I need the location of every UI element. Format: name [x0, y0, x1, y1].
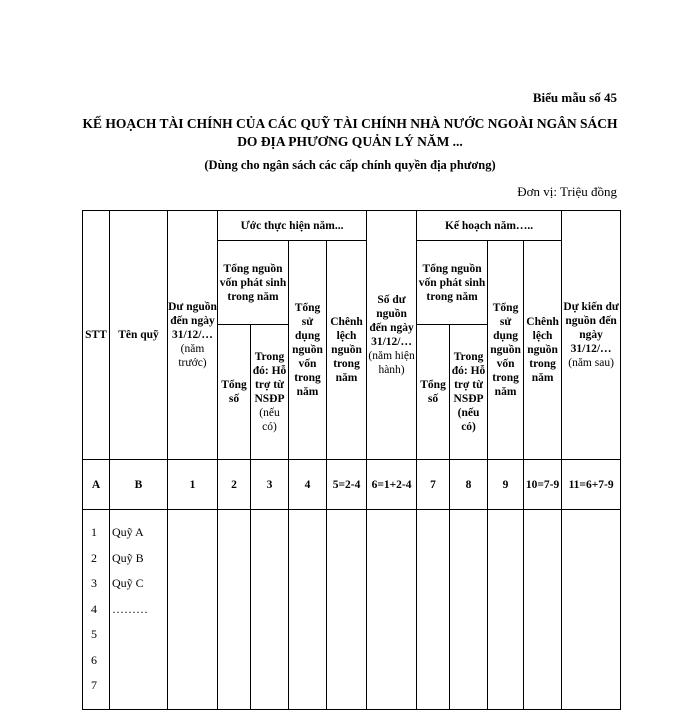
fund-name: ………: [112, 601, 148, 616]
index-cell: 9: [488, 460, 524, 510]
form-number: Biểu mẫu số 45: [532, 90, 617, 105]
row-number: 4: [91, 601, 97, 616]
header-current-balance-note: (năm hiện hành): [368, 350, 415, 376]
index-cell: 1: [168, 460, 218, 510]
fund-name: Quỹ A: [112, 525, 144, 540]
index-cell: A: [83, 460, 110, 510]
header-plan-capital-arising: Tổng nguồn vốn phát sinh trong năm: [417, 241, 488, 325]
header-projected-balance-label: Dự kiến dư nguồn đến ngày 31/12/…: [563, 301, 619, 355]
header-fund-name: Tên quỹ: [110, 211, 168, 460]
fund-name: Quỹ B: [112, 550, 144, 565]
header-estimate-support-note: (nếu có): [259, 407, 280, 433]
row-number: 1: [91, 525, 97, 540]
index-cell: 4: [289, 460, 327, 510]
header-projected-balance: [562, 211, 621, 460]
header-projected-balance-note: (năm sau): [568, 357, 614, 369]
stt-column: [83, 510, 110, 710]
column-index-row: [83, 460, 621, 510]
header-plan-capital-used: Tổng sử dụng nguồn vốn trong năm: [488, 241, 524, 460]
header-estimate-capital-arising: Tổng nguồn vốn phát sinh trong năm: [218, 241, 289, 325]
fund-name: Quỹ C: [112, 576, 144, 591]
header-stt: STT: [83, 211, 110, 460]
empty-cell: [327, 510, 367, 710]
empty-cell: [488, 510, 524, 710]
header-plan-support: Trong đó: Hỗ trợ từ NSĐP (nếu có): [450, 325, 488, 460]
row-number: 3: [91, 576, 97, 591]
index-cell: 7: [417, 460, 450, 510]
unit-label: Đơn vị: Triệu đồng: [517, 184, 617, 199]
index-cell: 10=7-9: [524, 460, 562, 510]
empty-cell: [450, 510, 488, 710]
header-plan-difference: Chênh lệch nguồn trong năm: [524, 241, 562, 460]
index-cell: 8: [450, 460, 488, 510]
index-cell: B: [110, 460, 168, 510]
index-cell: 5=2-4: [327, 460, 367, 510]
header-estimate-capital-used: Tổng sử dụng nguồn vốn trong năm: [289, 241, 327, 460]
index-cell: 11=6+7-9: [562, 460, 621, 510]
fund-name-column: [110, 510, 168, 710]
index-cell: 6=1+2-4: [367, 460, 417, 510]
empty-cell: [251, 510, 289, 710]
fund-name: [110, 648, 167, 674]
empty-cell: [417, 510, 450, 710]
header-opening-balance-note: (năm trước): [178, 343, 207, 369]
row-number: 5: [91, 627, 97, 642]
empty-cell: [562, 510, 621, 710]
empty-cell: [218, 510, 251, 710]
fund-list-row: [83, 510, 621, 710]
header-estimate-difference: Chênh lệch nguồn trong năm: [327, 241, 367, 460]
row-number: 2: [91, 550, 97, 565]
empty-cell: [168, 510, 218, 710]
empty-cell: [524, 510, 562, 710]
row-number: 7: [91, 678, 97, 693]
empty-cell: [367, 510, 417, 710]
index-cell: 3: [251, 460, 289, 510]
header-current-balance-label: Số dư nguồn đến ngày 31/12/…: [369, 294, 414, 348]
document-subtitle: (Dùng cho ngân sách các cấp chính quyền địa phương): [204, 158, 496, 172]
header-opening-balance: [168, 211, 218, 460]
header-plan-group: Kế hoạch năm…..: [417, 211, 562, 241]
index-cell: 2: [218, 460, 251, 510]
header-estimate-total: Tổng số: [218, 325, 251, 460]
header-estimate-group: Ước thực hiện năm...: [218, 211, 367, 241]
header-estimate-support-label: Trong đó: Hỗ trợ từ NSĐP: [252, 351, 287, 405]
header-opening-balance-label: Dư nguồn đến ngày 31/12/…: [168, 301, 217, 341]
document-title: KẾ HOẠCH TÀI CHÍNH CỦA CÁC QUỸ TÀI CHÍNH NHÀ NƯỚC NGOÀI NGÂN SÁCH DO ĐỊA PHƯƠNG QUẢN LÝ NĂM ...: [82, 116, 618, 149]
header-plan-total: Tổng số: [417, 325, 450, 460]
empty-cell: [289, 510, 327, 710]
fund-name: [110, 622, 167, 648]
header-current-balance: [367, 211, 417, 460]
fund-plan-table: [82, 210, 621, 710]
row-number: 6: [91, 652, 97, 667]
header-estimate-support: [251, 325, 289, 460]
fund-name: [110, 673, 167, 699]
